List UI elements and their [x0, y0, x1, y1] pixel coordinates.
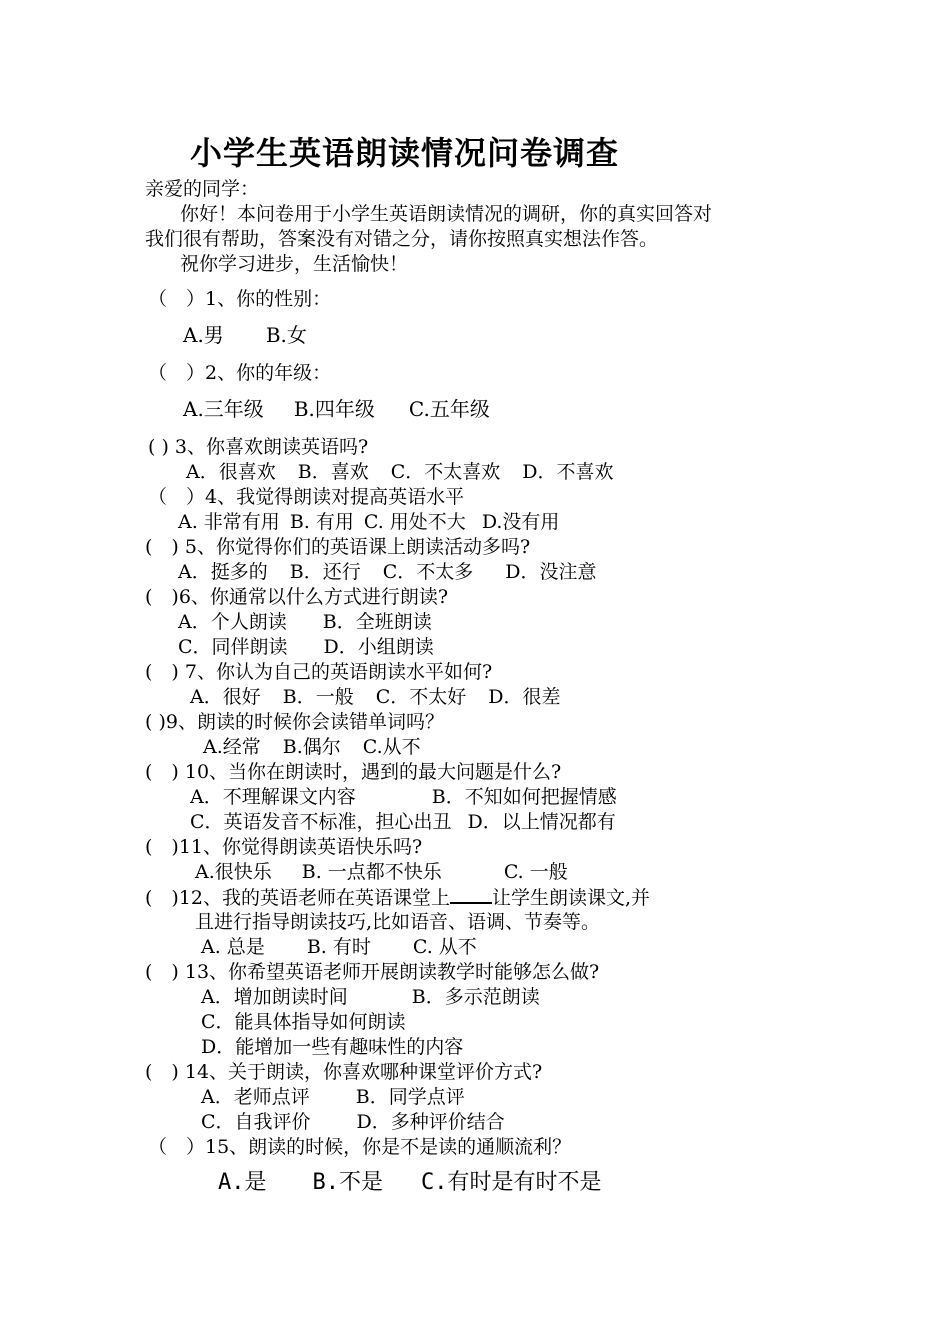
option-c[interactable]: C．自我评价 [201, 1111, 311, 1133]
question-15: （ ）15、朗读的时候，你是不是读的通顺流利？ [148, 1136, 572, 1158]
question-9: ( )9、朗读的时候你会读错单词吗？ [145, 711, 444, 733]
question-7-options [190, 686, 560, 708]
question-13-option-d[interactable]: D．能增加一些有趣味性的内容 [201, 1036, 464, 1058]
option-c[interactable]: C.有时是有时不是 [421, 1170, 602, 1195]
question-11: ( )11、你觉得朗读英语快乐吗? [145, 836, 423, 858]
question-13: ( ) 13、你希望英语老师开展朗读教学时能够怎么做? [145, 961, 600, 983]
option-b[interactable]: B. 有用 [289, 511, 354, 533]
option-a[interactable]: A. 非常有用 [178, 511, 280, 533]
option-b[interactable]: B.不是 [312, 1170, 383, 1195]
option-c[interactable]: C.从不 [362, 736, 421, 758]
question-6-options-row-1 [178, 611, 432, 633]
option-b[interactable]: B. 有时 [306, 936, 371, 958]
question-14-options-row-2 [201, 1111, 505, 1133]
option-b[interactable]: B. 一点都不快乐 [301, 861, 442, 883]
question-14-options-row-1 [201, 1086, 465, 1108]
wish-line: 祝你学习进步，生活愉快！ [180, 253, 409, 275]
option-c[interactable]: C．不太好 [375, 686, 467, 708]
question-12 [145, 886, 650, 909]
option-a[interactable]: A．老师点评 [201, 1086, 310, 1108]
option-b[interactable]: B．多示范朗读 [411, 986, 540, 1008]
question-10-options-row-2 [190, 811, 616, 833]
question-2: （ ）2、你的年级： [148, 362, 332, 384]
question-10-options-row-1 [190, 786, 617, 808]
option-d[interactable]: D．不喜欢 [522, 461, 614, 483]
option-b[interactable]: B.偶尔 [282, 736, 341, 758]
question-11-options [195, 861, 568, 883]
option-a[interactable]: A．个人朗读 [178, 611, 287, 633]
question-12-line-2: 且进行指导朗读技巧,比如语音、语调、节奏等。 [195, 911, 601, 933]
option-b[interactable]: B.四年级 [293, 397, 375, 421]
option-a[interactable]: A．很喜欢 [186, 461, 276, 483]
option-d[interactable]: D．没注意 [505, 561, 597, 583]
option-c[interactable]: C．不太多 [382, 561, 474, 583]
option-c[interactable]: C. 一般 [503, 861, 568, 883]
question-7: ( ) 7、你认为自己的英语朗读水平如何? [145, 661, 493, 683]
option-b[interactable]: B．喜欢 [297, 461, 369, 483]
option-c[interactable]: C．英语发音不标准，担心出丑 [190, 811, 452, 833]
question-1-options [183, 324, 307, 346]
intro-paragraph-line-1: 你好！本问卷用于小学生英语朗读情况的调研，你的真实回答对 [180, 203, 713, 225]
page-title: 小学生英语朗读情况问卷调查 [190, 134, 620, 172]
option-a[interactable]: A．增加朗读时间 [201, 986, 348, 1008]
option-a[interactable]: A.三年级 [183, 397, 264, 421]
option-a[interactable]: A.男 [183, 323, 224, 347]
question-9-options [203, 736, 421, 758]
option-b[interactable]: B.女 [265, 323, 307, 347]
option-d[interactable]: D．小组朗读 [323, 636, 434, 658]
question-10: ( ) 10、当你在朗读时，遇到的最大问题是什么? [145, 761, 562, 783]
option-c[interactable]: C. 从不 [412, 936, 477, 958]
option-b[interactable]: B．不知如何把握情感 [431, 786, 617, 808]
option-a[interactable]: A．挺多的 [178, 561, 268, 583]
option-b[interactable]: B．同学点评 [355, 1086, 465, 1108]
option-c[interactable]: C．同伴朗读 [178, 636, 288, 658]
intro-paragraph-line-2: 我们很有帮助，答案没有对错之分，请你按照真实想法作答。 [145, 228, 659, 250]
option-a[interactable]: A. 总是 [201, 936, 265, 958]
question-5: ( ) 5、你觉得你们的英语课上朗读活动多吗? [145, 536, 531, 558]
option-b[interactable]: B．一般 [282, 686, 354, 708]
question-15-options [218, 1172, 602, 1194]
question-3: ( ) 3、你喜欢朗读英语吗? [148, 436, 369, 458]
option-a[interactable]: A.经常 [203, 736, 261, 758]
fill-in-blank[interactable] [450, 886, 492, 904]
option-d[interactable]: D．以上情况都有 [467, 811, 616, 833]
question-13-option-c[interactable]: C．能具体指导如何朗读 [201, 1011, 406, 1033]
question-6-options-row-2 [178, 636, 434, 658]
question-13-options-row-1 [201, 986, 540, 1008]
question-5-options [178, 561, 596, 583]
option-b[interactable]: B．全班朗读 [322, 611, 432, 633]
question-12-text-end: 让学生朗读课文,并 [492, 887, 651, 909]
option-a[interactable]: A.很快乐 [195, 861, 272, 883]
option-c[interactable]: C. 用处不大 [363, 511, 466, 533]
option-c[interactable]: C.五年级 [408, 397, 490, 421]
question-4-options [178, 511, 559, 533]
option-a[interactable]: A．很好 [190, 686, 261, 708]
question-12-options [201, 936, 477, 958]
question-2-options [183, 398, 490, 420]
question-14: ( ) 14、关于朗读，你喜欢哪种课堂评价方式? [145, 1061, 543, 1083]
option-d[interactable]: D．多种评价结合 [356, 1111, 505, 1133]
question-4: （ ）4、我觉得朗读对提高英语水平 [148, 486, 465, 508]
question-1: （ ）1、你的性别： [148, 288, 332, 310]
option-b[interactable]: B．还行 [289, 561, 361, 583]
question-6: ( )6、你通常以什么方式进行朗读? [145, 586, 449, 608]
option-a[interactable]: A．不理解课文内容 [190, 786, 356, 808]
question-12-text-start: ( )12、我的英语老师在英语课堂上 [145, 887, 451, 909]
greeting: 亲爱的同学： [145, 178, 260, 200]
option-d[interactable]: D.没有用 [481, 511, 560, 533]
question-3-options [186, 461, 613, 483]
option-c[interactable]: C．不太喜欢 [390, 461, 501, 483]
option-a[interactable]: A.是 [218, 1170, 267, 1195]
option-d[interactable]: D．很差 [488, 686, 561, 708]
